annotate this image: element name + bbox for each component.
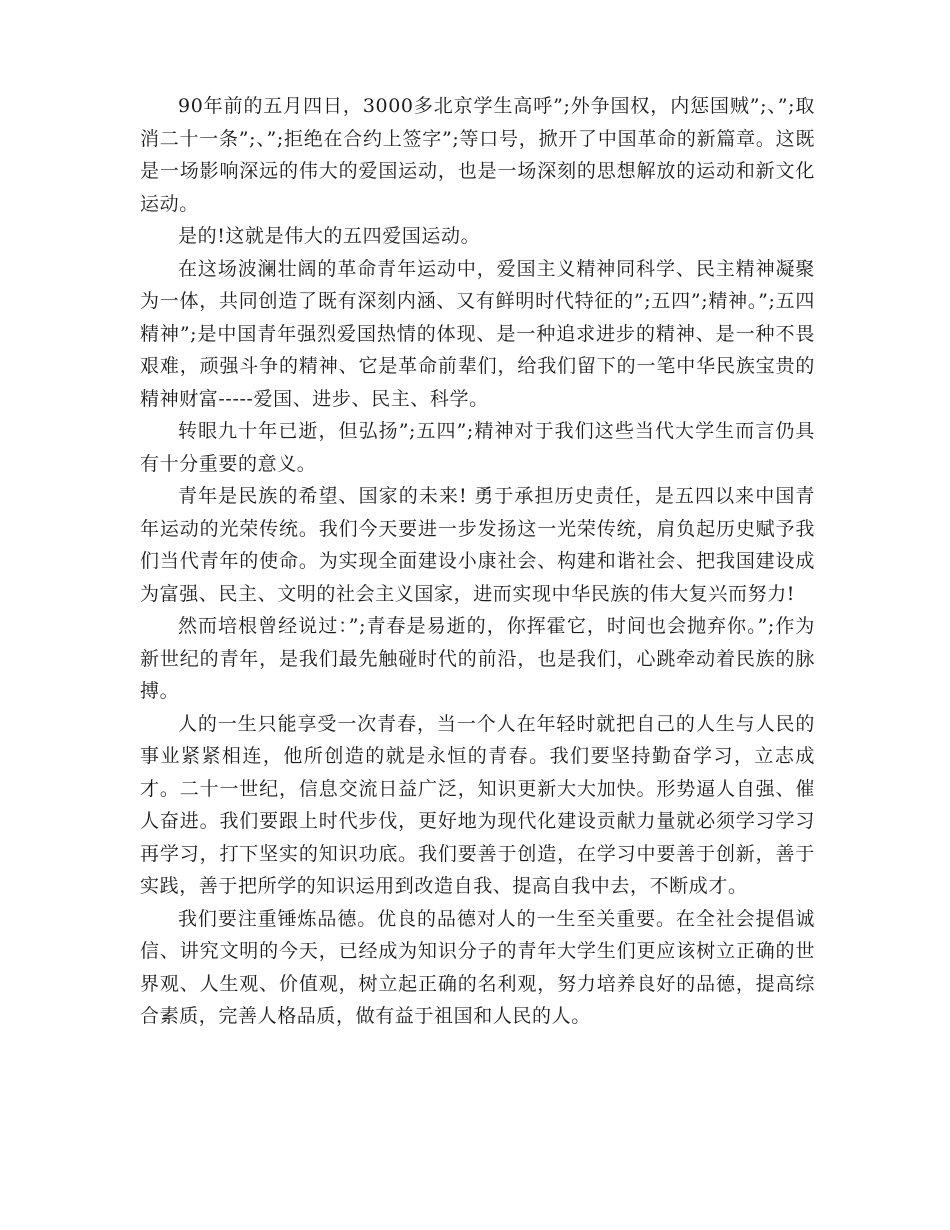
paragraph-8: 我们要注重锤炼品德。优良的品德对人的一生至关重要。在全社会提倡诚信、讲究文明的今天，已经成为知识分子的青年大学生们更应该树立正确的世界观、人生观、价值观，树立起正确的名利观，努力培养良好的品德，提高综合素质，完善人格品质，做有益于祖国和人民的人。 [140, 907, 815, 1027]
paragraph-4: 转眼九十年已逝，但弘扬”;五四”;精神对于我们这些当代大学生而言仍具有十分重要的意义。 [140, 420, 815, 475]
paragraph-3: 在这场波澜壮阔的革命青年运动中，爱国主义精神同科学、民主精神凝聚为一体，共同创造了既有深刻内涵、又有鲜明时代特征的”;五四”;精神。”;五四精神”;是中国青年强烈爱国热情的体现、是一种追求进步的精神、是一种不畏艰难，顽强斗争的精神、它是革命前辈们，给我们留下的一笔中华民族宝贵的精神财富-----爱国、进步、民主、科学。 [140, 257, 815, 410]
paragraph-1: 90年前的五月四日，3000多北京学生高呼”;外争国权，内惩国贼”;、”;取消二十一条”;、”;拒绝在合约上签字”;等口号，掀开了中国革命的新篇章。这既是一场影响深远的伟大的爱国运动，也是一场深刻的思想解放的运动和新文化运动。 [140, 95, 815, 215]
paragraph-6: 然而培根曾经说过：”;青春是易逝的，你挥霍它，时间也会抛弃你。”;作为新世纪的青年，是我们最先触碰时代的前沿，也是我们，心跳牵动着民族的脉搏。 [140, 615, 815, 702]
paragraph-2: 是的!这就是伟大的五四爱国运动。 [178, 225, 481, 247]
paragraph-5: 青年是民族的希望、国家的未来! 勇于承担历史责任，是五四以来中国青年运动的光荣传统。我们今天要进一步发扬这一光荣传统，肩负起历史赋予我们当代青年的使命。为实现全面建设小康社会、构建和谐社会、把我国建设成为富强、民主、文明的社会主义国家，进而实现中华民族的伟大复兴而努力! [140, 485, 815, 605]
document-body [140, 90, 815, 1033]
paragraph-7: 人的一生只能享受一次青春，当一个人在年轻时就把自己的人生与人民的事业紧紧相连，他所创造的就是永恒的青春。我们要坚持勤奋学习，立志成才。二十一世纪，信息交流日益广泛，知识更新大大加快。形势逼人自强、催人奋进。我们要跟上时代步伐，更好地为现代化建设贡献力量就必须学习学习再学习，打下坚实的知识功底。我们要善于创造，在学习中要善于创新，善于实践，善于把所学的知识运用到改造自我、提高自我中去，不断成才。 [140, 712, 815, 897]
